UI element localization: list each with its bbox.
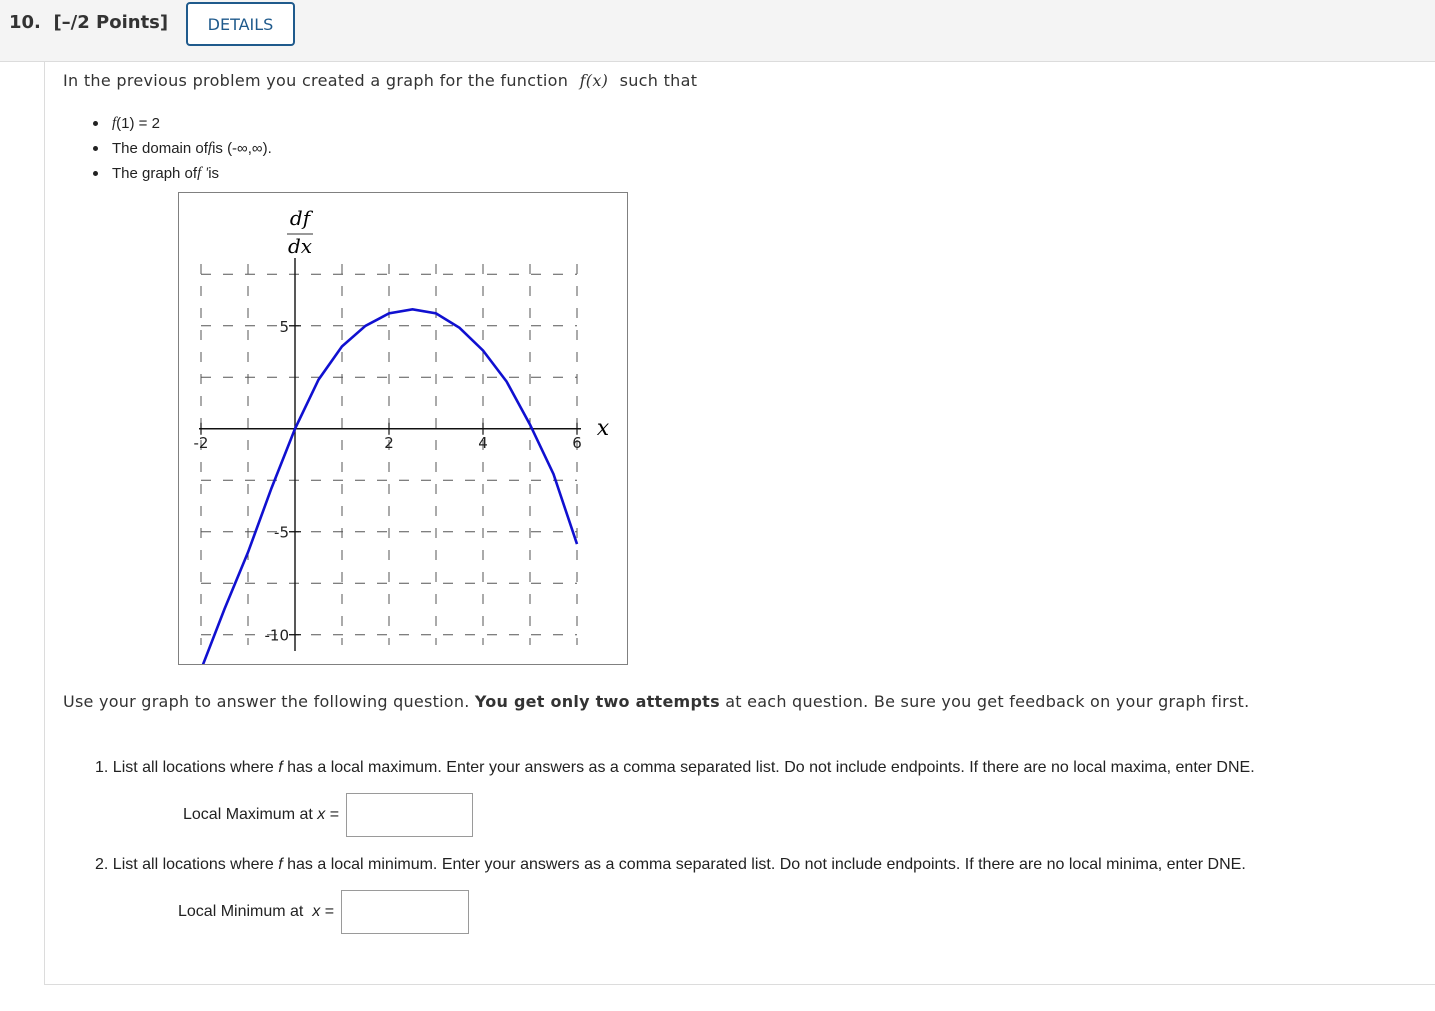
y-axis-label-numerator: df: [289, 206, 311, 230]
condition-list: [93, 111, 272, 186]
y-axis-label-denominator: dx: [287, 234, 313, 258]
question-header: [0, 0, 1435, 62]
x-axis-label: x: [596, 415, 610, 441]
y-tick-label: -10: [264, 626, 289, 645]
question-1-text: 1. List all locations where f has a local maximum. Enter your answers as a comma separated list. Do not include endpoints. If there are no local maxima, enter DNE.: [95, 759, 1255, 776]
y-tick-label: -5: [274, 523, 289, 542]
local-min-label: Local Minimum at x =: [178, 903, 335, 920]
x-tick-label: -2: [193, 433, 209, 452]
local-max-input[interactable]: [346, 793, 473, 837]
condition-item: The domain of f is (-∞,∞).: [93, 136, 272, 161]
local-min-input[interactable]: [341, 890, 469, 934]
intro-text: In the previous problem you created a graph for the function f(x) such that: [63, 71, 698, 90]
question-number: 10. [–/2 Points]: [9, 12, 169, 33]
details-button[interactable]: DETAILS: [186, 2, 295, 46]
y-axis-label: [287, 206, 314, 258]
x-tick-label: 2: [384, 433, 394, 452]
y-tick-label: 5: [279, 317, 289, 336]
instructions-text: Use your graph to answer the following question. You get only two attempts at each question. Be sure you get feedback on your graph first.: [63, 692, 1250, 711]
derivative-graph: [178, 192, 628, 665]
condition-item: f (1) = 2: [93, 111, 272, 136]
local-max-label: Local Maximum at x =: [183, 806, 340, 823]
attempts-warning: You get only two attempts: [474, 692, 720, 711]
question-2-text: 2. List all locations where f has a local minimum. Enter your answers as a comma separated list. Do not include endpoints. If there are no local minima, enter DNE.: [95, 856, 1246, 873]
derivative-chart: [179, 193, 627, 664]
x-tick-label: 4: [478, 433, 488, 452]
function-name: f(x): [579, 71, 609, 90]
condition-item: The graph of f ' is: [93, 161, 272, 186]
bullet-icon: [93, 121, 98, 126]
bullet-icon: [93, 171, 98, 176]
x-tick-label: 6: [572, 433, 582, 452]
bullet-icon: [93, 146, 98, 151]
